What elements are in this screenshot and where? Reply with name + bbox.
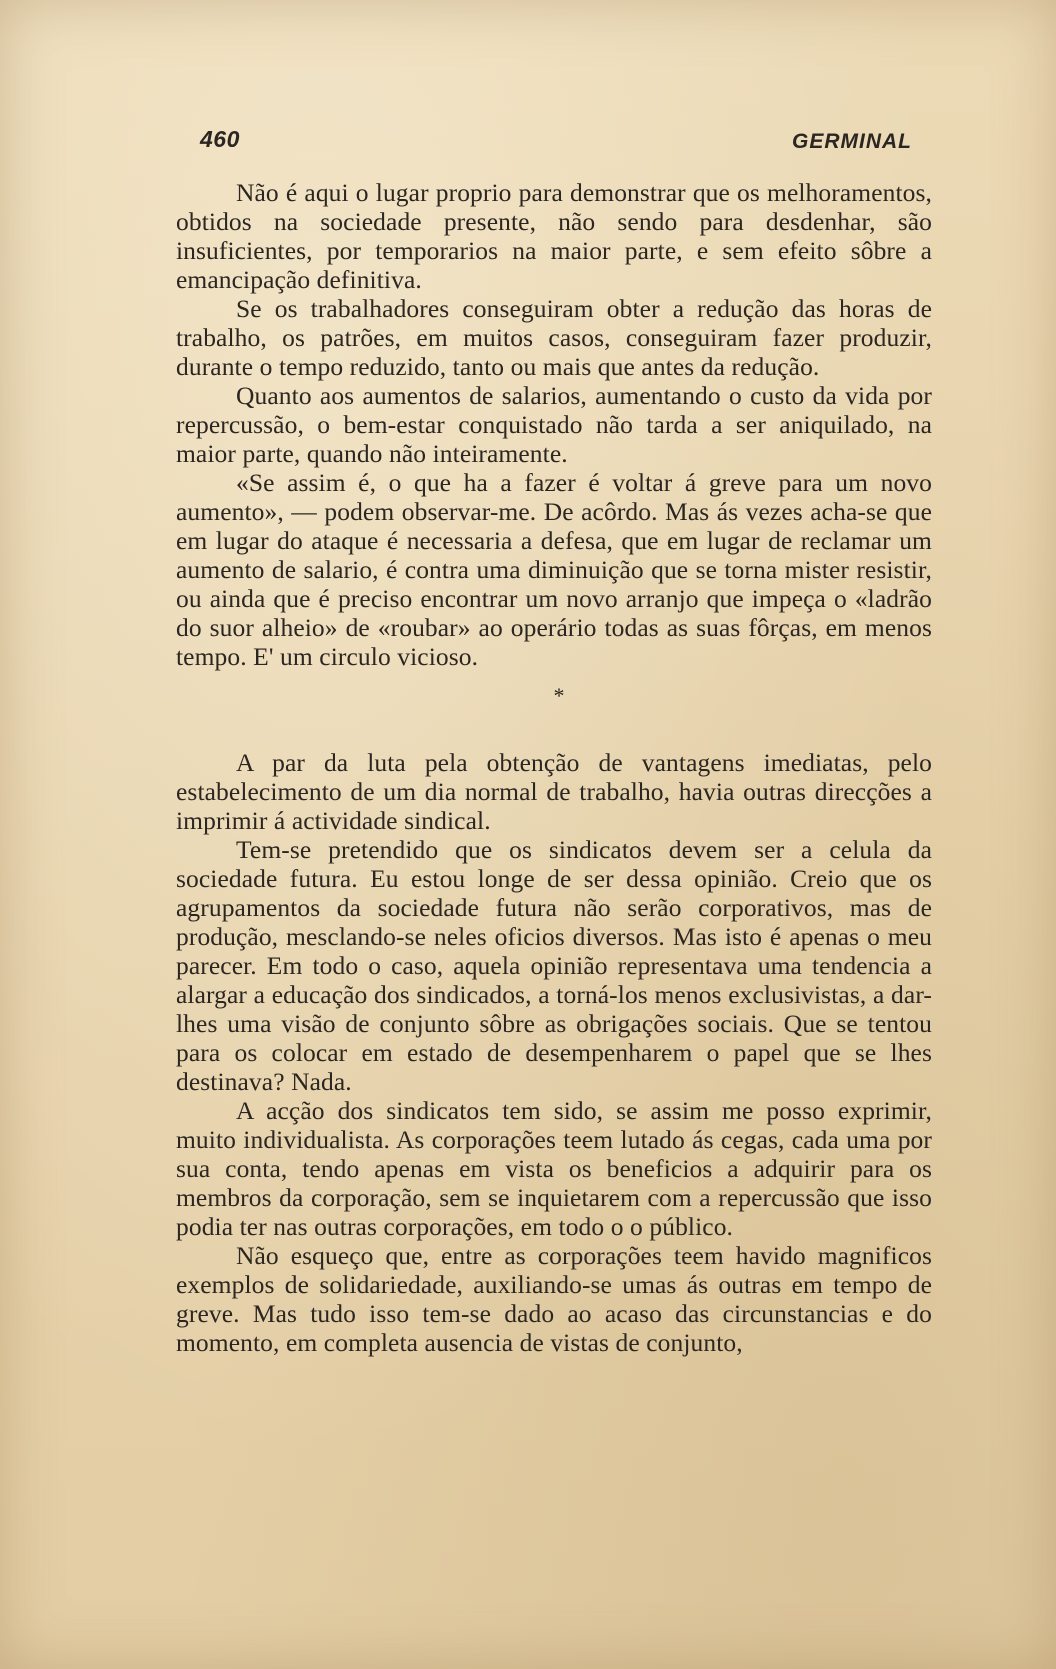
page-header [200, 126, 912, 162]
paragraph: Quanto aos aumentos de salarios, aumentando o custo da vida por repercussão, o bem-estar conquistado não tarda a ser aniquilado, na maior parte, quando não inteiramente. [176, 381, 932, 468]
body-text [176, 178, 932, 1357]
paragraph: Tem-se pretendido que os sindicatos devem ser a celula da sociedade futura. Eu estou longe de ser dessa opinião. Creio que os agrupamentos da sociedade futura não serão corporativos, mas de produção, mesclando-se neles oficios diversos. Mas isto é apenas o meu parecer. Em todo o caso, aquela opinião representava uma tendencia a alargar a educação dos sindicados, a torná-los menos exclusivistas, a dar-lhes uma visão de conjunto sôbre as obrigações sociais. Que se tentou para os colocar em estado de desempenharem o papel que se lhes destinava? Nada. [176, 835, 932, 1096]
paragraph: Não esqueço que, entre as corporações teem havido magnificos exemplos de solidariedade, auxiliando-se umas ás outras em tempo de greve. Mas tudo isso tem-se dado ao acaso das circunstancias e do momento, em completa ausencia de vistas de conjunto, [176, 1241, 932, 1357]
paragraph: A par da luta pela obtenção de vantagens imediatas, pelo estabelecimento de um dia normal de trabalho, havia outras direcções a imprimir á actividade sindical. [176, 748, 932, 835]
running-head: GERMINAL [792, 130, 912, 153]
paragraph: Não é aqui o lugar proprio para demonstrar que os melhoramentos, obtidos na sociedade presente, não sendo para desdenhar, são insuficientes, por temporarios na maior parte, e sem efeito sôbre a emancipação definitiva. [176, 178, 932, 294]
paragraph: «Se assim é, o que ha a fazer é voltar á greve para um novo aumento», — podem observar-me. De acôrdo. Mas ás vezes acha-se que em lugar do ataque é necessaria a defesa, que em lugar de reclamar um aumento de salario, é contra uma diminuição que se torna mister resistir, ou ainda que é preciso encontrar um novo arranjo que impeça o «ladrão do suor alheio» de «roubar» ao operário todas as suas fôrças, em menos tempo. E' um circulo vicioso. [176, 468, 932, 671]
page-number: 460 [200, 126, 240, 152]
paragraph: Se os trabalhadores conseguiram obter a redução das horas de trabalho, os patrões, em muitos casos, conseguiram fazer produzir, durante o tempo reduzido, tanto ou mais que antes da redução. [176, 294, 932, 381]
paragraph: A acção dos sindicatos tem sido, se assim me posso exprimir, muito individualista. As corporações teem lutado ás cegas, cada uma por sua conta, tendo apenas em vista os beneficios a adquirir para os membros da corporação, sem se inquietarem com a repercussão que isso podia ter nas outras corporações, em todo o o público. [176, 1096, 932, 1241]
section-separator: * [553, 683, 565, 708]
